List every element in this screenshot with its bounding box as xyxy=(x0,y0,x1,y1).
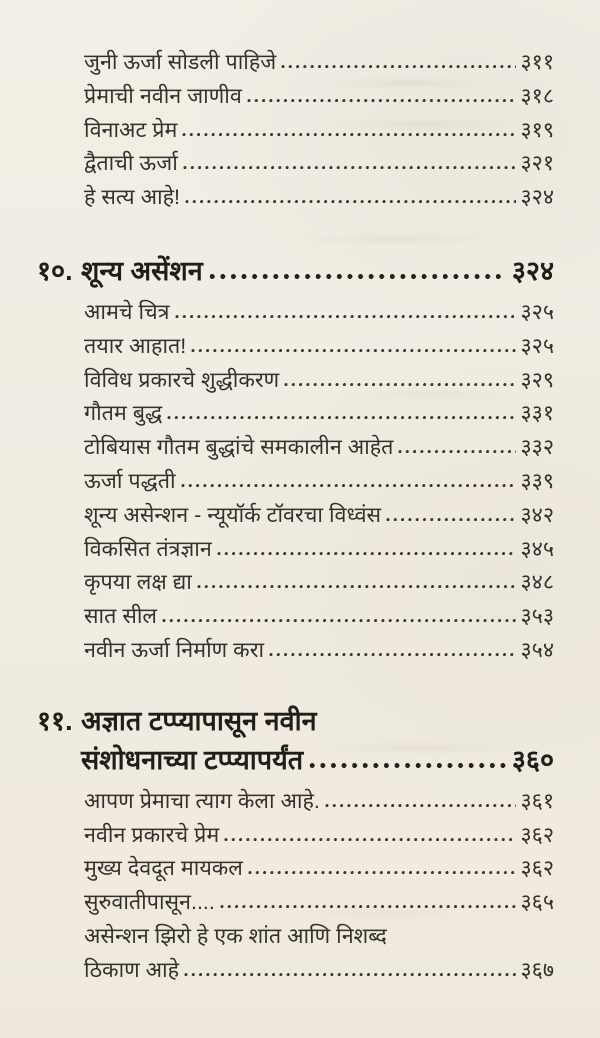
chapter-title: शून्य असेंशन xyxy=(81,255,203,286)
toc-entry-label: कृपया लक्ष द्या xyxy=(84,570,192,595)
toc-entry xyxy=(84,566,554,600)
dotted-leader xyxy=(284,382,516,387)
dotted-leader xyxy=(167,415,516,420)
toc-entry-label: सुरुवातीपासून.... xyxy=(84,890,215,915)
toc-entry xyxy=(84,852,554,886)
dotted-leader xyxy=(325,803,517,808)
section-chapter-11 xyxy=(37,702,554,988)
toc-entry-label: जुनी ऊर्जा सोडली पाहिजे xyxy=(84,50,277,74)
toc-entry-label: द्वैताची ऊर्जा xyxy=(84,151,178,176)
toc-entry-page: ३६५ xyxy=(520,890,554,915)
dotted-leader xyxy=(220,904,517,909)
toc-entry xyxy=(84,533,554,567)
toc-entry xyxy=(84,634,554,668)
toc-entry xyxy=(84,431,554,465)
toc-entry xyxy=(84,330,554,364)
toc-entry-page: ३११ xyxy=(520,50,554,74)
chapter-heading xyxy=(37,252,554,291)
dotted-leader xyxy=(209,273,506,280)
chapter-number: ११. xyxy=(37,705,73,736)
toc-entry-page: ३२१ xyxy=(520,151,554,176)
toc-entry-label: ऊर्जा पद्धती xyxy=(84,468,176,493)
dotted-leader xyxy=(183,165,517,170)
toc-entry xyxy=(84,600,554,634)
toc-entry-label-line-2: ठिकाण आहे xyxy=(84,957,180,982)
dotted-leader xyxy=(162,618,516,623)
toc-entry-page: ३३९ xyxy=(520,468,554,493)
toc-entry xyxy=(84,785,554,819)
toc-entry-label: नवीन ऊर्जा निर्माण करा xyxy=(84,637,265,662)
toc-entry-page: ३६२ xyxy=(520,856,554,881)
toc-entry xyxy=(84,364,554,398)
toc-entry-label: प्रेमाची नवीन जाणीव xyxy=(84,83,242,108)
dotted-leader xyxy=(181,483,517,488)
dotted-leader xyxy=(281,64,516,69)
dotted-leader xyxy=(184,972,516,977)
dotted-leader xyxy=(247,98,517,103)
toc-entry-page: ३२४ xyxy=(520,185,554,210)
toc-entry-label: तयार आहात! xyxy=(84,333,187,358)
toc-entry-page: ३२५ xyxy=(520,299,554,324)
toc-entry-label: गौतम बुद्ध xyxy=(84,401,163,426)
toc-entry-page: ३२५ xyxy=(520,333,554,358)
dotted-leader xyxy=(398,449,516,454)
dotted-leader xyxy=(248,870,517,875)
toc-entry-page: ३५४ xyxy=(520,637,554,662)
toc-entry-label: आमचे चित्र xyxy=(84,299,170,324)
chapter-number: १०. xyxy=(37,255,73,286)
chapter-page: ३२४ xyxy=(511,255,554,286)
toc-entry-page: ३१८ xyxy=(520,83,554,108)
toc-entry xyxy=(84,147,554,181)
toc-entry xyxy=(84,80,554,114)
dotted-leader xyxy=(269,652,516,657)
chapter-title-line-1: अज्ञात टप्प्यापासून नवीन xyxy=(81,705,317,736)
toc-entry-page: ३६२ xyxy=(520,822,554,847)
toc-entry-label: शून्य असेन्शन - न्यूयॉर्क टॉवरचा विध्वंस xyxy=(84,502,382,527)
toc-entry-page: ३३१ xyxy=(520,401,554,426)
dotted-leader xyxy=(224,837,516,842)
toc-entry-page: ३६१ xyxy=(520,788,554,813)
dotted-leader xyxy=(217,551,517,556)
toc-entry-page: ३५३ xyxy=(520,604,554,629)
toc-entry-label: विविध प्रकारचे शुद्धीकरण xyxy=(84,367,280,392)
indent-spacer xyxy=(37,768,81,769)
toc-entry xyxy=(84,886,554,920)
toc-entry-label: आपण प्रेमाचा त्याग केला आहे. xyxy=(84,788,320,813)
section-chapter-10 xyxy=(37,252,554,668)
toc-entry-page: ३४५ xyxy=(520,536,554,561)
toc-entry-label: विकसित तंत्रज्ञान xyxy=(84,536,212,561)
toc-entry xyxy=(84,181,554,215)
section-previous-chapter-entries xyxy=(37,46,554,215)
toc-entry-page: ३२९ xyxy=(520,367,554,392)
toc-entry-page: ३४८ xyxy=(520,570,554,595)
toc-entry xyxy=(84,499,554,533)
chapter-heading xyxy=(37,702,554,780)
dotted-leader xyxy=(386,517,516,522)
chapter-title-line-2: संशोधनाच्या टप्प्यापर्यंत xyxy=(81,744,304,775)
toc-entry-page: ३६७ xyxy=(520,957,554,982)
toc-entry-page: ३४२ xyxy=(520,502,554,527)
dotted-leader xyxy=(185,199,516,204)
dotted-leader xyxy=(175,314,517,319)
toc-entry-page: ३३२ xyxy=(520,435,554,460)
toc-entry-label: विनाअट प्रेम xyxy=(84,117,178,142)
dotted-leader xyxy=(197,584,517,589)
toc-entry-label: सात सील xyxy=(84,604,158,629)
toc-entry xyxy=(84,114,554,148)
toc-entry-label: नवीन प्रकारचे प्रेम xyxy=(84,822,220,847)
toc-entry xyxy=(84,46,554,80)
toc-entry xyxy=(84,397,554,431)
toc-entry xyxy=(84,819,554,853)
toc-entry xyxy=(84,296,554,330)
toc-entry-label: टोबियास गौतम बुद्धांचे समकालीन आहेत xyxy=(84,435,394,460)
toc-entry-label: हे सत्य आहे! xyxy=(84,185,180,210)
dotted-leader xyxy=(309,762,506,769)
toc-entry-label-line-1: असेन्शन झिरो हे एक शांत आणि निशब्द xyxy=(84,923,387,948)
dotted-leader xyxy=(191,348,516,353)
toc-entry-label: मुख्य देवदूत मायकल xyxy=(84,856,243,881)
toc-entry xyxy=(84,465,554,499)
toc-entry-page: ३१९ xyxy=(520,117,554,142)
toc-entry-two-line xyxy=(37,920,554,988)
dotted-leader xyxy=(182,132,516,137)
chapter-page: ३६० xyxy=(511,744,554,775)
